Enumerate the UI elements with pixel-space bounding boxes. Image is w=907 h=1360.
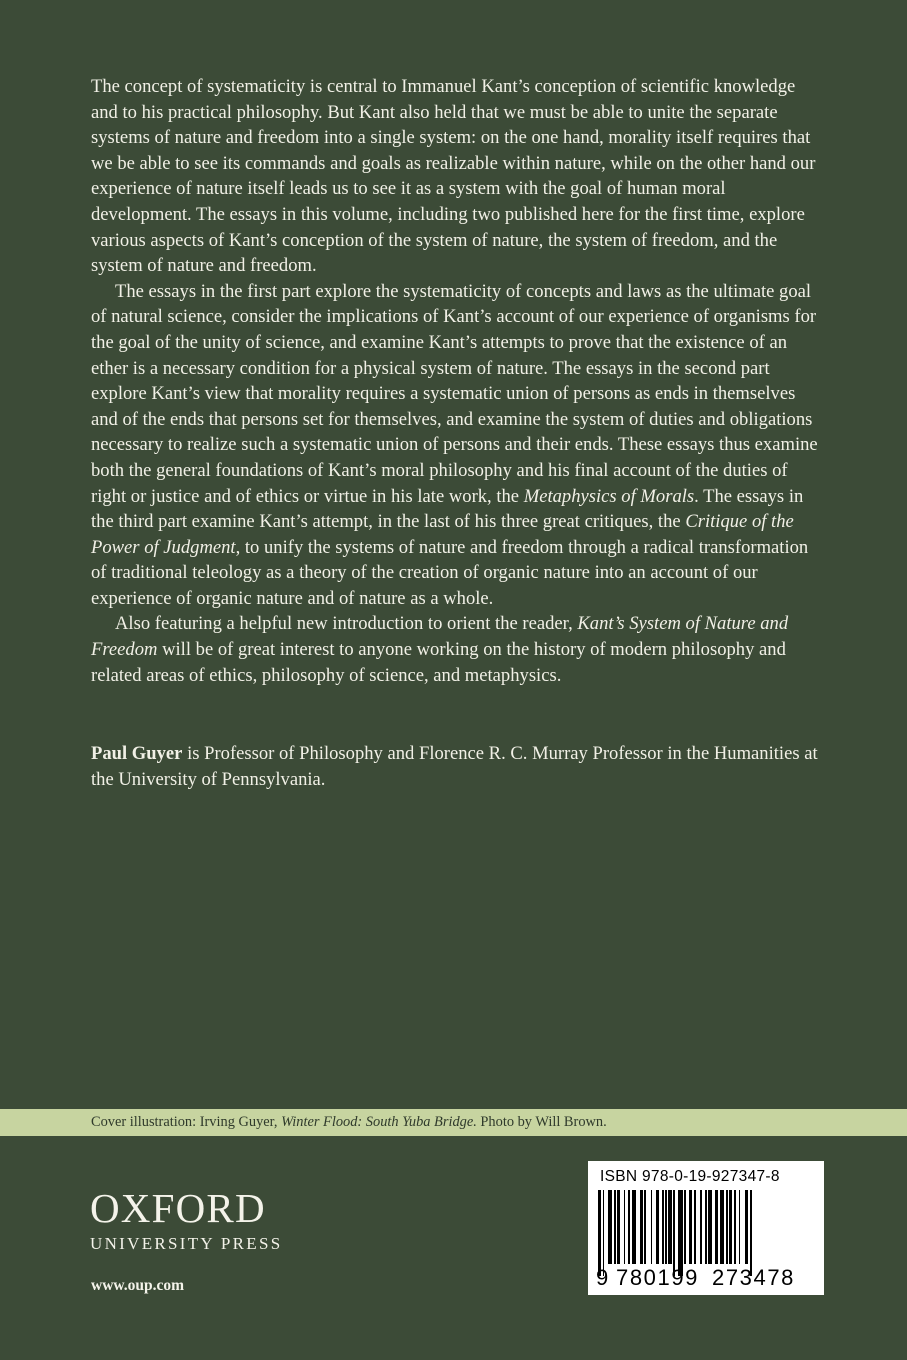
isbn-digit-group-2: 273478 bbox=[712, 1265, 796, 1290]
book-title-critique: Critique of the Power of Judgment bbox=[91, 511, 794, 558]
barcode-bar bbox=[715, 1190, 718, 1264]
barcode-bar bbox=[689, 1190, 692, 1264]
barcode-bar bbox=[684, 1190, 686, 1264]
barcode-bar bbox=[734, 1190, 736, 1264]
barcode-bar bbox=[644, 1190, 646, 1264]
isbn-digit-group-1: 780199 bbox=[616, 1265, 700, 1290]
barcode-bar bbox=[694, 1190, 696, 1264]
author-bio bbox=[91, 741, 825, 792]
artwork-title: Winter Flood: South Yuba Bridge. bbox=[281, 1114, 477, 1130]
blurb-paragraph-3 bbox=[91, 611, 825, 688]
barcode-bar bbox=[603, 1190, 605, 1276]
blurb-p2-text-a: The essays in the first part explore the systematicity of concepts and laws as the ultimate goal of natural science, consider the implications of Kant’s account of our experience of organisms for the goal of the unity of science, and examine Kant’s attempts to prove that the existence of an ether is a necessary condition for a physical system of nature. The essays in the second part explore Kant’s view that morality requires a systematic union of persons as ends in themselves and of the ends that persons set for themselves, and examine the system of duties and obligations necessary to realize such a systematic union of persons and their ends. These essays thus examine both the general foundations of Kant’s moral philosophy and his final account of the duties of right or justice and of ethics or virtue in his late work, the bbox=[91, 280, 818, 507]
barcode-bar bbox=[640, 1190, 643, 1264]
barcode-bar bbox=[662, 1190, 664, 1264]
barcode-bar bbox=[673, 1190, 675, 1276]
cover-credit bbox=[91, 1109, 607, 1136]
barcode-bars bbox=[596, 1190, 816, 1266]
book-title-metaphysics: Metaphysics of Morals bbox=[523, 485, 695, 507]
publisher-logo bbox=[90, 1186, 350, 1255]
blurb-p3-text-b: will be of great interest to anyone working on the history of modern philosophy and related areas of ethics, philosophy of science, and metaphysics. bbox=[91, 639, 786, 686]
barcode-bar bbox=[726, 1190, 728, 1264]
author-name: Paul Guyer bbox=[91, 743, 183, 764]
barcode-bar bbox=[632, 1190, 637, 1264]
barcode-bar bbox=[720, 1190, 725, 1264]
barcode-bar bbox=[651, 1190, 653, 1264]
barcode-bar bbox=[750, 1190, 752, 1276]
publisher-name: OXFORD bbox=[90, 1185, 266, 1231]
barcode-bar bbox=[739, 1190, 741, 1264]
blurb-paragraph-1 bbox=[91, 74, 825, 279]
barcode-bar bbox=[700, 1190, 702, 1264]
barcode-bar bbox=[729, 1190, 732, 1264]
barcode-bar bbox=[708, 1190, 711, 1264]
blurb-p3-text-a: Also featuring a helpful new introduction to orient the reader, bbox=[115, 613, 578, 635]
publisher-subtitle: UNIVERSITY PRESS bbox=[90, 1234, 283, 1253]
blurb-p2-text-c: , to unify the systems of nature and freedom through a radical transformation of traditional teleology as a theory of the creation of organic nature into an account of our experience of organic nature and of nature as a whole. bbox=[91, 536, 809, 609]
credit-suffix: Photo by Will Brown. bbox=[476, 1114, 607, 1130]
book-title-kants-system: Kant’s System of Nature and Freedom bbox=[91, 613, 789, 661]
credit-prefix: Cover illustration: Irving Guyer, bbox=[91, 1114, 282, 1130]
barcode-bar bbox=[628, 1190, 630, 1264]
barcode-bar bbox=[665, 1190, 667, 1264]
blurb-p2-text-b: . The essays in the third part examine Kant’s attempt, in the last of his three great critiques, the bbox=[91, 485, 804, 533]
blurb-paragraph-2 bbox=[91, 279, 825, 612]
barcode-bar bbox=[608, 1190, 613, 1264]
isbn-digits bbox=[596, 1265, 818, 1291]
barcode-bar bbox=[614, 1190, 616, 1264]
isbn-label: ISBN 978-0-19-927347-8 bbox=[600, 1168, 780, 1185]
cover-credit-band bbox=[0, 1109, 907, 1136]
author-bio-text: is Professor of Philosophy and Florence R. C. Murray Professor in the Humanities at the University of Pennsylvania. bbox=[91, 743, 818, 790]
publisher-url[interactable]: www.oup.com bbox=[91, 1277, 185, 1294]
isbn-barcode bbox=[588, 1161, 824, 1295]
barcode-bar bbox=[745, 1190, 748, 1264]
barcode-bar bbox=[624, 1190, 626, 1264]
barcode-bar bbox=[705, 1190, 707, 1264]
barcode-bar bbox=[617, 1190, 620, 1264]
barcode-bar bbox=[598, 1190, 601, 1276]
isbn-digit-first: 9 bbox=[596, 1265, 609, 1290]
blurb-p1-text: The concept of systematicity is central to Immanuel Kant’s conception of scientific knowledge and to his practical philosophy. But Kant also held that we must be able to unite the separate systems of nature and freedom into a single system: on the one hand, morality itself requires that we be able to see its commands and goals as realizable within nature, while on the other hand our experience of nature itself leads us to see it as a system with the goal of human moral development. The essays in this volume, including two published here for the first time, explore various aspects of Kant’s conception of the system of nature, the system of freedom, and the system of nature and freedom. bbox=[91, 76, 816, 277]
barcode-bar bbox=[678, 1190, 683, 1276]
barcode-bar bbox=[656, 1190, 659, 1264]
back-cover-blurb bbox=[91, 74, 825, 688]
barcode-bar bbox=[668, 1190, 671, 1264]
